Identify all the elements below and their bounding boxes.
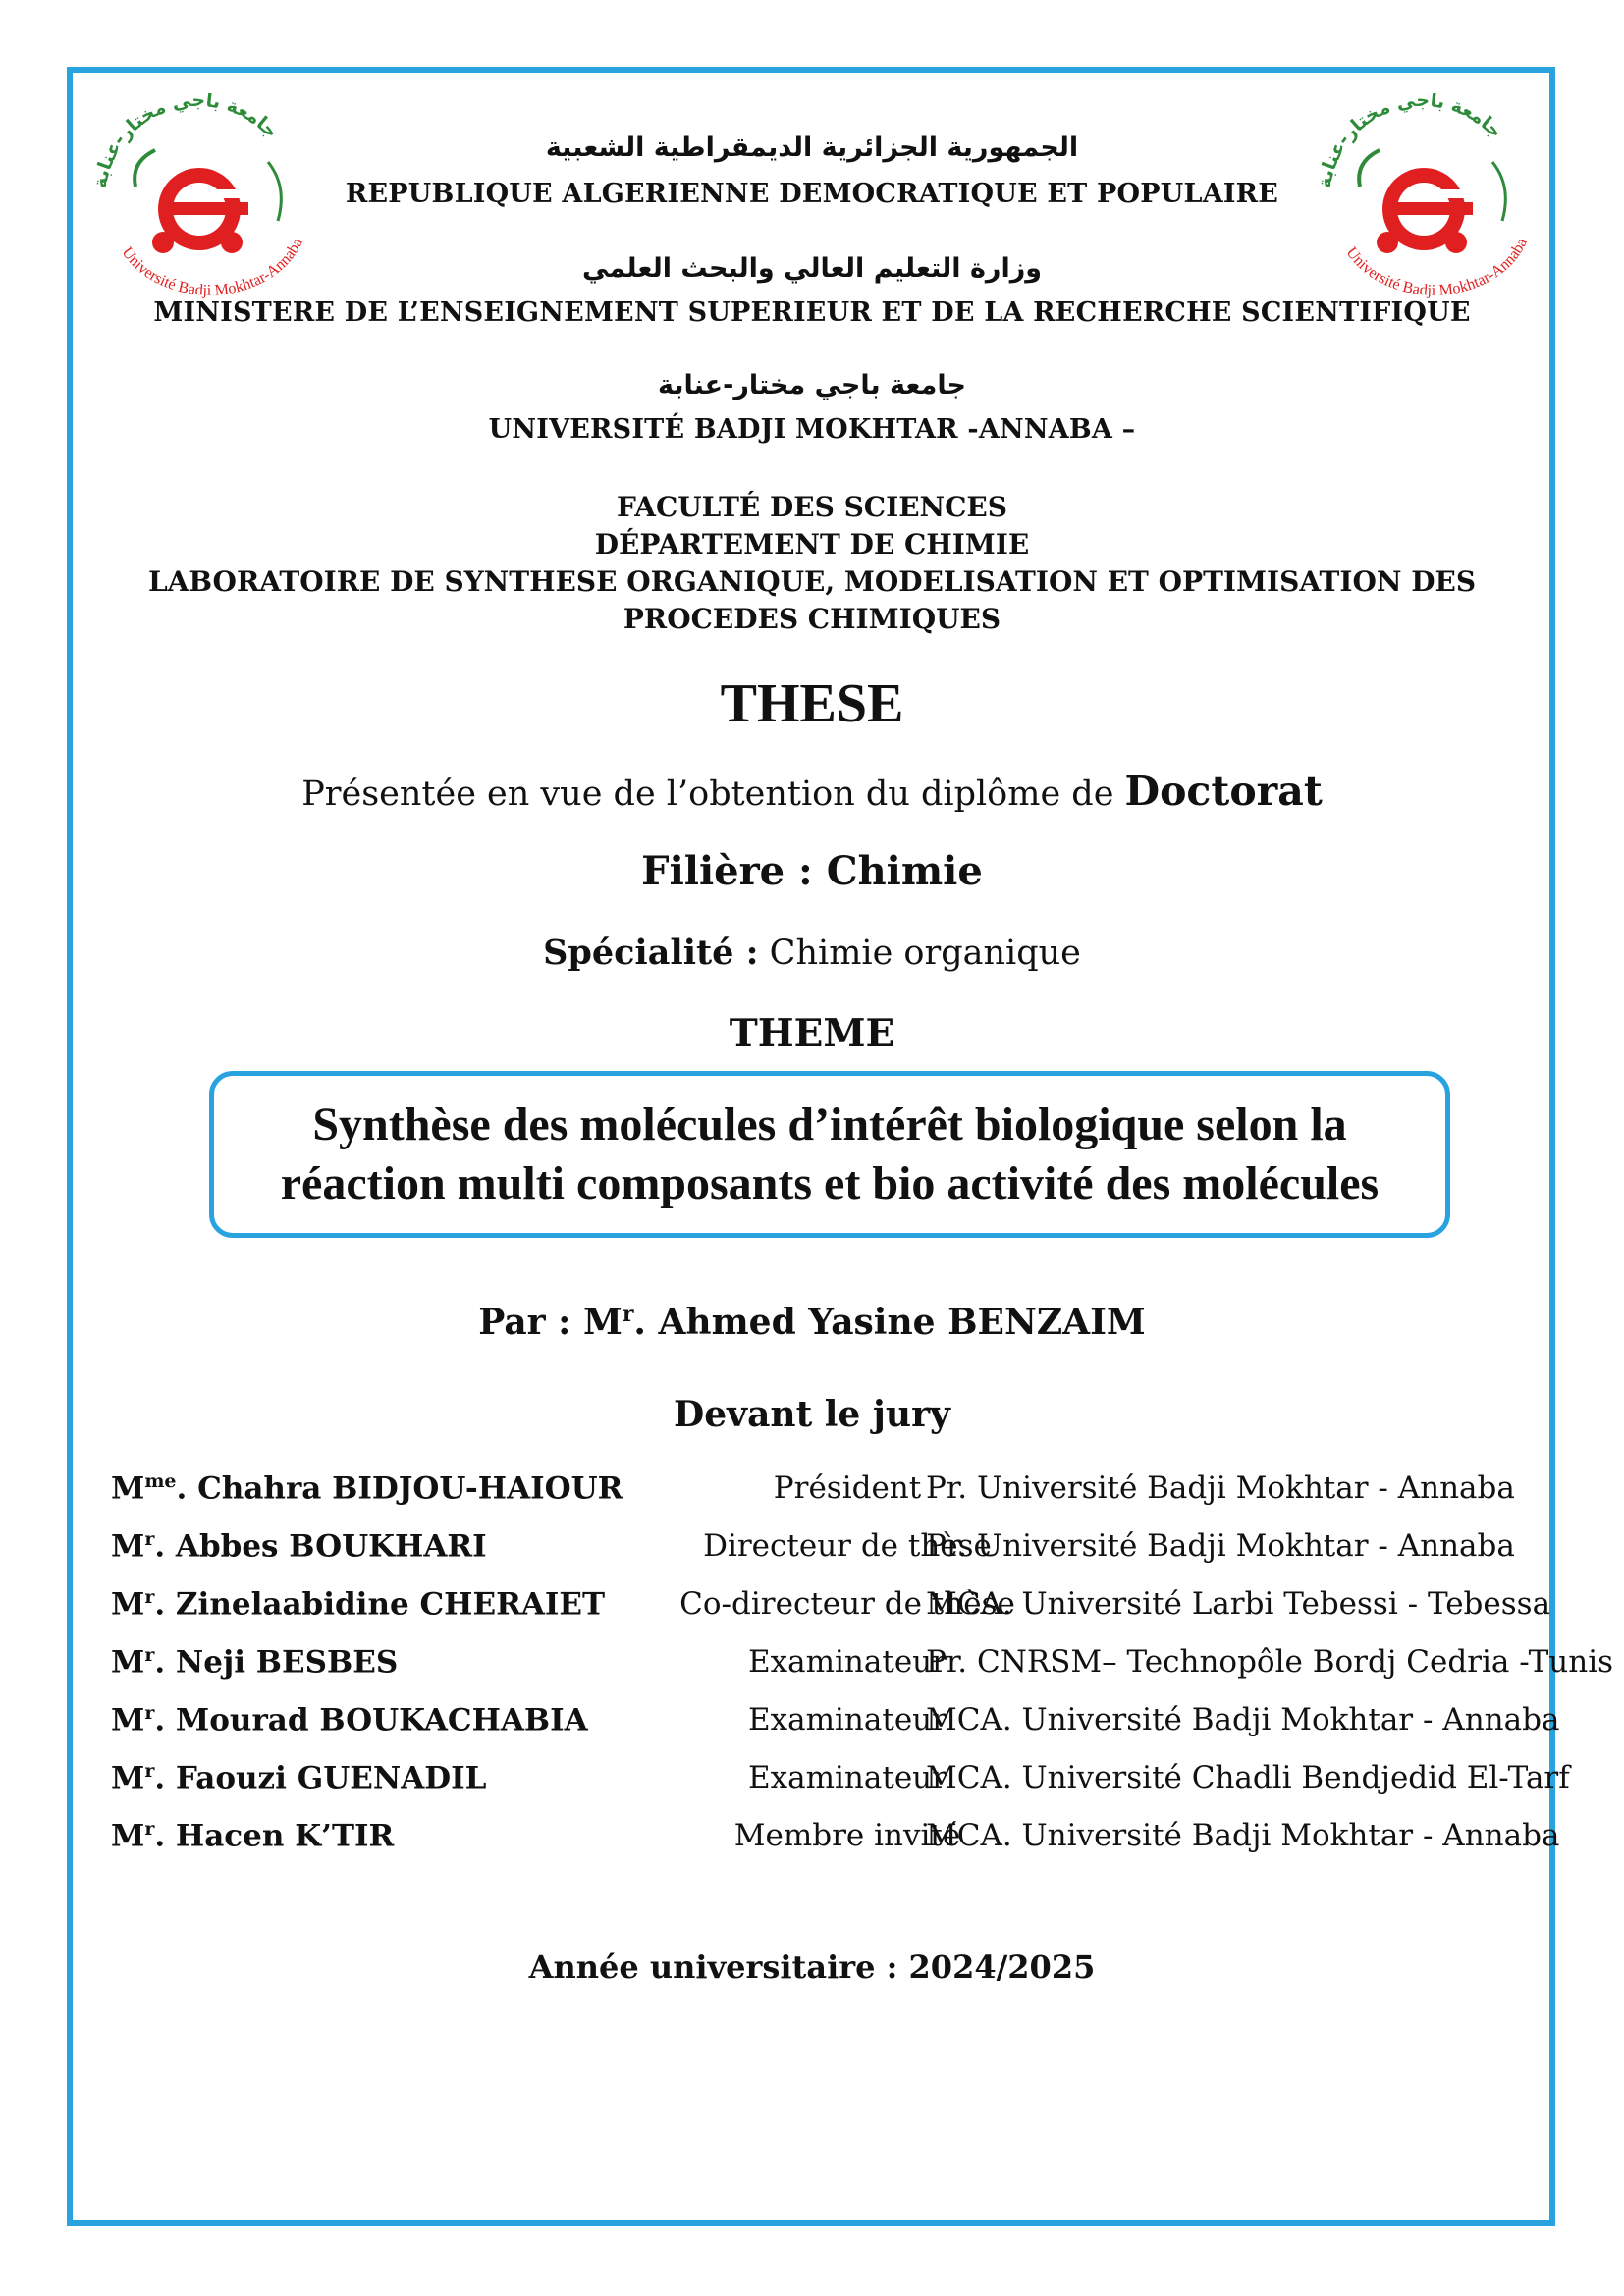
jury-member-name: $M^r$. Neji BESBES [111, 1644, 399, 1681]
presented-text: Présentée en vue de l’obtention du diplôme de [301, 774, 1125, 814]
jury-member-institution: MCA. Université Chadli Bendjedid El-Tarf [926, 1760, 1570, 1795]
lab-name-line1: LABORATOIRE DE SYNTHESE ORGANIQUE, MODELISATION ET OPTIMISATION DES [147, 565, 1477, 598]
presented-line [147, 768, 1477, 815]
jury-member-institution: MCA. Université Badji Mokhtar - Annaba [926, 1818, 1560, 1853]
jury-member-name: $M^r$. Abbes BOUKHARI [111, 1528, 487, 1565]
jury-member-role: Examinateur [748, 1644, 947, 1680]
jury-row [111, 1644, 1614, 1702]
author-title-sup: r [622, 1302, 634, 1327]
jury-heading: Devant le jury [674, 1394, 950, 1435]
specialite-line [147, 933, 1477, 973]
republic-arabic: الجمهورية الجزائرية الديمقراطية الشعبية [545, 133, 1079, 163]
jury-member-role: Co-directeur de thèse [679, 1586, 1015, 1622]
jury-member-role: Membre invité [733, 1818, 961, 1853]
jury-member-name: $M^r$. Mourad BOUKACHABIA [111, 1702, 588, 1738]
jury-row [111, 1528, 1544, 1586]
theme-box [209, 1071, 1450, 1238]
author-prefix: Par : M [478, 1302, 623, 1343]
specialite-value: Chimie organique [758, 934, 1081, 973]
theme-title-line2: réaction multi composants et bio activité des molécules [280, 1157, 1380, 1209]
jury-member-name: $M^{me}$. Chahra BIDJOU-HAIOUR [111, 1470, 623, 1507]
jury-member-institution: Pr. CNRSM– Technopôle Bordj Cedria -Tunis [926, 1644, 1614, 1680]
jury-table [111, 1470, 1614, 1876]
jury-member-institution: MCA. Université Larbi Tebessi - Tebessa [926, 1586, 1551, 1622]
jury-row [111, 1586, 1551, 1644]
ministry-arabic: وزارة التعليم العالي والبحث العلمي [581, 253, 1043, 284]
specialite-label: Spécialité : [543, 933, 759, 973]
jury-member-institution: Pr. Université Badji Mokhtar - Annaba [926, 1470, 1515, 1506]
filiere-line: Filière : Chimie [641, 848, 983, 894]
lab-name-line2: PROCEDES CHIMIQUES [623, 603, 1001, 635]
faculty-block [147, 489, 1477, 638]
university-arabic: جامعة باجي مختار-عنابة [658, 370, 966, 400]
jury-member-name: $M^r$. Zinelaabidine CHERAIET [111, 1586, 606, 1623]
department-name: DÉPARTEMENT DE CHIMIE [594, 528, 1030, 561]
jury-member-role: Examinateur [748, 1760, 947, 1795]
logo-french-arc-text: Université Badji Mokhtar-Annaba [1342, 236, 1531, 299]
jury-row [111, 1702, 1560, 1760]
these-title: THESE [720, 673, 904, 734]
jury-member-role: Examinateur [748, 1702, 947, 1737]
jury-member-name: $M^r$. Hacen K’TIR [111, 1818, 395, 1854]
degree-name: Doctorat [1124, 768, 1323, 815]
jury-row [111, 1760, 1570, 1818]
faculty-name: FACULTÉ DES SCIENCES [617, 491, 1007, 523]
jury-member-role: Président [773, 1470, 922, 1506]
author-name: . Ahmed Yasine BENZAIM [633, 1302, 1146, 1343]
ministry-french: MINISTERE DE L’ENSEIGNEMENT SUPERIEUR ET DE LA RECHERCHE SCIENTIFIQUE [153, 297, 1471, 328]
jury-member-name: $M^r$. Faouzi GUENADIL [111, 1760, 487, 1796]
jury-member-role: Directeur de thèse [703, 1528, 992, 1564]
theme-label: THEME [729, 1011, 895, 1056]
jury-member-institution: Pr. Université Badji Mokhtar - Annaba [926, 1528, 1515, 1564]
logo-arabic-arc-text: جامعة باجي مختار-عنابة [1313, 93, 1507, 190]
republic-french: REPUBLIQUE ALGERIENNE DEMOCRATIQUE ET POPULAIRE [345, 179, 1279, 209]
university-french: UNIVERSITÉ BADJI MOKHTAR -ANNABA – [488, 414, 1136, 445]
jury-row [111, 1470, 1544, 1528]
jury-row [111, 1818, 1560, 1876]
theme-title [231, 1095, 1429, 1213]
theme-title-line1: Synthèse des molécules d’intérêt biologique selon la [312, 1098, 1347, 1150]
academic-year: Année universitaire : 2024/2025 [528, 1949, 1096, 1986]
logo-arabic-arc-text: جامعة باجي مختار-عنابة [88, 93, 283, 190]
jury-member-institution: MCA. Université Badji Mokhtar - Annaba [926, 1702, 1560, 1737]
author-line [147, 1302, 1477, 1343]
logo-french-arc-text: Université Badji Mokhtar-Annaba [118, 236, 306, 299]
